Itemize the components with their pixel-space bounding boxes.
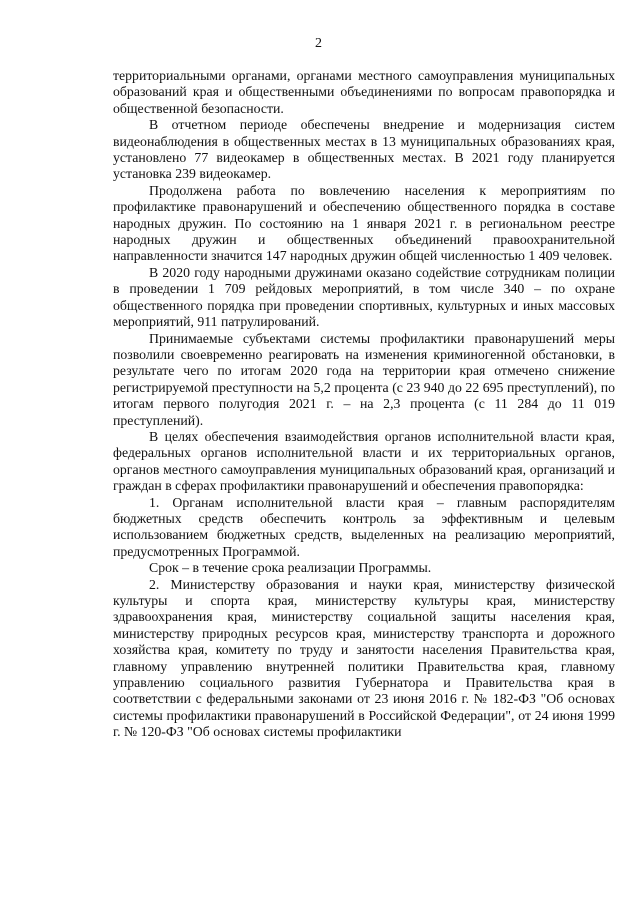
document-body <box>113 68 615 741</box>
paragraph-4: В 2020 году народными дружинами оказано содействие сотрудникам полиции в проведении 1 709 рейдовых мероприятий, в том числе 340 – по охране общественного порядка при проведении спортивных, культурных и иных массовых мероприятий, 911 патрулирований. <box>113 264 615 330</box>
paragraph-8: Срок – в течение срока реализации Программы. <box>149 560 432 576</box>
paragraph-9: 2. Министерству образования и науки края, министерству физической культуры и спорта края, министерству культуры края, министерству здравоохранения края, министерству социальной защиты населения края, министерству природных ресурсов края, министерству транспорта и дорожного хозяйства края, комитету по труду и занятости населения Правительства края, главному управлению внутренней политики Правительства края, главному управлению социального развития Губернатора и Правительства края в соответствии с федеральными законами от 23 июня 2016 г. № 182-ФЗ "Об основах системы профилактики правонарушений в Российской Федерации", от 24 июня 1999 г. № 120-ФЗ "Об основах системы профилактики <box>113 576 615 740</box>
paragraph-6: В целях обеспечения взаимодействия органов исполнительной власти края, федеральных органов исполнительной власти и их территориальных органов, органов местного самоуправления муниципальных образований края, организаций и граждан в сферах профилактики правонарушений и обеспечения правопорядка: <box>113 428 615 494</box>
paragraph-1: территориальными органами, органами местного самоуправления муниципальных образований края и общественными объединениями по вопросам правопорядка и общественной безопасности. <box>113 68 615 116</box>
paragraph-5: Принимаемые субъектами системы профилактики правонарушений меры позволили своевременно реагировать на изменения криминогенной обстановки, в результате чего по итогам 2020 года на территории края отмечено снижение регистрируемой преступности на 5,2 процента (с 23 940 до 22 695 преступлений), по итогам первого полугодия 2021 г. – на 2,3 процента (с 11 284 до 11 019 преступлений). <box>113 330 615 428</box>
paragraph-3: Продолжена работа по вовлечению населения к мероприятиям по профилактике правонарушений и обеспечению общественного порядка в составе народных дружин. По состоянию на 1 января 2021 г. в региональном реестре народных дружин и общественных объединений правоохранительной направленности значится 147 народных дружин общей численностью 1 409 человек. <box>113 182 615 264</box>
paragraph-2: В отчетном периоде обеспечены внедрение и модернизация систем видеонаблюдения в общественных местах в 13 муниципальных образованиях края, установлено 77 видеокамер в общественных местах. В 2021 году планируется установка 239 видеокамер. <box>113 117 615 182</box>
page-number: 2 <box>315 36 322 51</box>
paragraph-7: 1. Органам исполнительной власти края – главным распорядителям бюджетных средств обеспечить контроль за эффективным и целевым использованием бюджетных средств, выделенных на реализацию мероприятий, предусмотренных Программой. <box>113 494 615 559</box>
